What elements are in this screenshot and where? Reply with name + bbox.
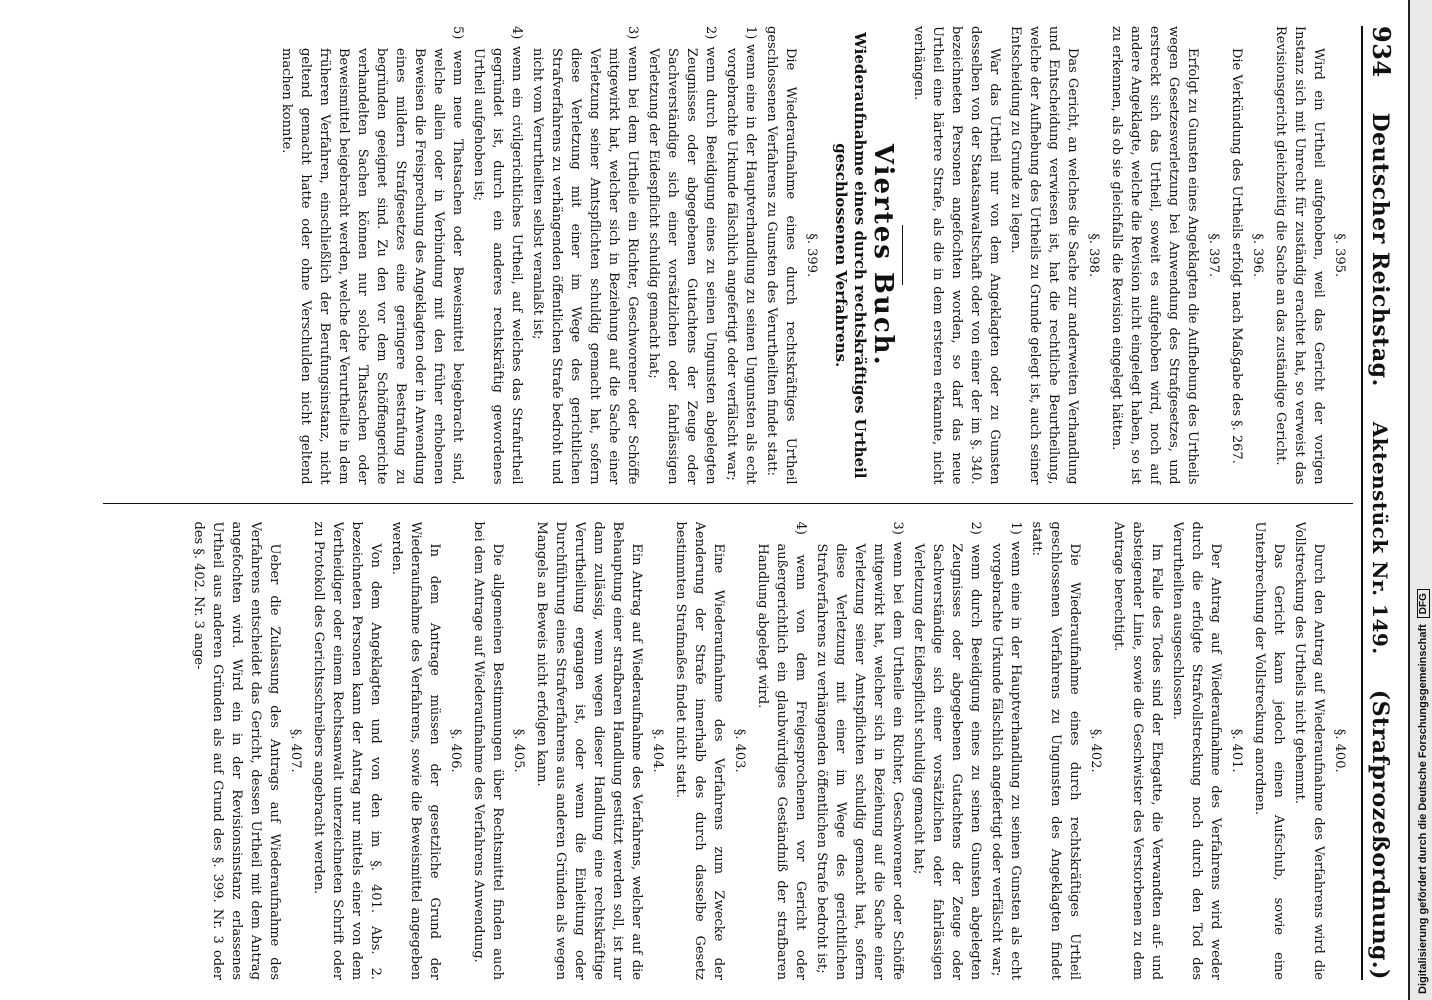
section-heading: §. 407. xyxy=(288,728,303,773)
paragraph: Die allgemeinen Bestimmungen über Rechtsmittel finden auch bei dem Antrage auf Wiederaufnahme des Verfahrens Anwendung. xyxy=(471,521,505,980)
section-heading: §. 401. xyxy=(1229,728,1244,773)
paragraph: Eine Wiederaufnahme des Verfahrens zum Zwecke der Aenderung der Strafe innerhalb des durch dasselbe Gesetz bestimmten Strafmaßes findet nicht statt. xyxy=(673,521,726,980)
paragraph: Das Gericht kann jedoch einen Aufschub, sowie eine Unterbrechung der Vollstreckung anordnen. xyxy=(1252,521,1286,980)
document-page xyxy=(84,0,1408,1000)
book-subtitle: Wiederaufnahme eines durch rechtskräftiges Urtheil geschlossenen Verfahrens. xyxy=(832,32,869,479)
paragraph: Der Antrag auf Wiederaufnahme des Verfahrens wird weder durch die erfolgte Strafvollstreckung noch durch den Tod des Verurtheilten ausgeschlossen. xyxy=(1170,521,1223,980)
paragraph: Die Wiederaufnahme eines durch rechtskräftiges Urtheil geschlossenen Verfahrens zu Gunsten des Verurtheilten findet statt: xyxy=(764,26,798,485)
list-item: 3) wenn bei dem Urtheile ein Richter, Geschworener oder Schöffe mitgewirkt hat, welcher sich in Beziehung auf die Sache einer Verletzung seiner Amtspflichten schuldig gemacht hat, sofern diese Verletzung mit einer im Wege des gerichtlichen Strafverfahrens zu verhängenden öffentlichen Strafe bedroht und nicht vom Verurtheilten selbst veranlaßt ist; xyxy=(530,26,640,485)
scan-edge-line xyxy=(1408,0,1410,1000)
paragraph: In dem Antrage müssen der gesetzliche Grund der Wiederaufnahme des Verfahrens, sowie die Beweismittel angegeben werden. xyxy=(389,521,442,980)
page-number: 934 xyxy=(1367,26,1396,78)
paragraph: Die Verkündung des Urtheils erfolgt nach Maßgabe des §. 267. xyxy=(1229,48,1244,464)
list-item: 4) wenn ein civilgerichtliches Urtheil, auf welches das Strafurtheil gegründet ist, durch ein anderes rechtskräftig gewordenes Urtheil aufgehoben ist; xyxy=(471,26,524,485)
book-title: Viertes Buch. xyxy=(868,143,898,367)
list-item: 2) wenn durch Beeidigung eines zu seinen Gunsten abgelegten Zeugnisses oder abgegebenen Gutachtens der Zeuge oder Sachverständige sich einer vorsätzlichen oder fahrlässigen Verletzung der Eidespflicht schuldig gemacht hat; xyxy=(911,521,983,980)
paragraph: Ein Antrag auf Wiederaufnahme des Verfahrens, welcher auf die Behauptung einer strafbaren Handlung gestützt werden soll, ist nur dann zulässig, wenn wegen dieser Handlung eine rechtskräftige Verurtheilung ergangen ist, oder wenn die Einleitung oder Durchführung eines Strafverfahrens aus anderen Gründen als wegen Mangels an Beweis nicht erfolgen kann. xyxy=(534,521,644,980)
section-heading: §. 406. xyxy=(448,728,463,773)
paragraph: Die Wiederaufnahme eines durch rechtskräftiges Urtheil geschlossenen Verfahrens zu Ungunsten des Angeklagten findet statt: xyxy=(1029,521,1082,980)
left-column xyxy=(103,26,1353,485)
section-heading: §. 403. xyxy=(732,728,747,773)
section-heading: §. 404. xyxy=(650,728,665,773)
document-subject: (Strafprozeßordnung.) xyxy=(1367,689,1393,980)
section-heading: §. 396. xyxy=(1250,233,1265,278)
list-item: 2) wenn durch Beeidigung eines zu seinen Ungunsten abgelegten Zeugnisses oder abgegebenen Gutachtens der Zeuge oder Sachverständige sich einer vorsätzlichen oder fahrlässigen Verletzung der Eidespflicht schuldig gemacht hat; xyxy=(646,26,718,485)
section-heading: §. 400. xyxy=(1332,728,1347,773)
section-heading: §. 402. xyxy=(1088,728,1103,773)
text-columns xyxy=(103,26,1353,980)
paragraph: Von dem Angeklagten und von den im §. 401. Abs. 2. bezeichneten Personen kann der Antrag nur mittels einer von dem Vertheidiger oder einem Rechtsanwalt unterzeichneten Schrift oder zu Protokoll des Gerichtsschreibers angebracht werden. xyxy=(311,521,383,980)
section-heading: §. 395. xyxy=(1332,233,1347,278)
list-item: 1) wenn eine in der Hauptverhandlung zu seinen Gunsten als echt vorgebrachte Urkunde fälschlich angefertigt oder verfälscht war; xyxy=(989,521,1023,980)
column-divider xyxy=(103,503,1353,504)
paragraph: Das Gericht, an welches die Sache zur anderweiten Verhandlung und Entscheidung verwiesen ist, hat die rechtliche Beurtheilung, welche der Aufhebung des Urtheils zu Grunde gelegt ist, auch seiner Entscheidung zu Grunde zu legen. xyxy=(1008,26,1080,485)
paragraph: War das Urtheil nur von dem Angeklagten oder zu Gunsten desselben von der Staatsanwaltschaft oder von einer der im §. 340. bezeichneten Personen angefochten worden, so darf das neue Urtheil eine härtere Strafe, als die in dem ersteren erkannte, nicht verhängen. xyxy=(911,26,1002,485)
paragraph: Wird ein Urtheil aufgehoben, weil das Gericht der vorigen Instanz sich mit Unrecht für zuständig erachtet hat, so verweist das Revisionsgericht gleichzeitig die Sache an das zuständige Gericht. xyxy=(1273,26,1326,485)
separator-rule xyxy=(902,225,903,285)
paragraph: Durch den Antrag auf Wiederaufnahme des Verfahrens wird die Vollstreckung des Urtheils nicht gehemmt. xyxy=(1292,521,1326,980)
list-item: 3) wenn bei dem Urtheile ein Richter, Geschworener oder Schöffe mitgewirkt hat, welcher sich in Beziehung auf die Sache einer Verletzung seiner Amtspflichten schuldig gemacht hat, sofern diese Verletzung mit einer im Wege des gerichtlichen Strafverfahrens zu verhängenden öffentlichen Strafe bedroht ist; xyxy=(814,521,905,980)
document-number: Aktenstück Nr. 149. xyxy=(1368,421,1392,655)
section-heading: §. 399. xyxy=(804,233,819,278)
paragraph: Ueber die Zulassung des Antrags auf Wiederaufnahme des Verfahrens entscheidet das Gericht, dessen Urtheil mit dem Antrag angefochten wird. Wird ein in der Revisionsinstanz erlassenes Urtheil aus anderen Gründen als auf Grund des §. 399. Nr. 3 oder des §. 402. Nr. 3 ange- xyxy=(191,521,282,980)
list-item: 4) wenn von dem Freigesprochenen vor Gericht oder außergerichtlich ein glaubwürdiges Geständniß der strafbaren Handlung abgelegt wird. xyxy=(755,521,808,980)
right-column xyxy=(103,522,1353,981)
list-item: 5) wenn neue Thatsachen oder Beweismittel beigebracht sind, welche allein oder in Verbindung mit den früher erhobenen Beweisen die Freisprechung des Angeklagten oder in Anwendung eines mildern Strafgesetzes eine geringere Bestrafung zu begründen geeignet sind. Zu den vor dem Schöffengerichte verhandelten Sachen können nur solche Thatsachen oder Beweismittel beigebracht werden, welche der Verurtheilte in dem früheren Verfahren, einschließlich der Berufungsinstanz, nicht geltend gemacht hatte oder ohne Verschulden nicht geltend machen konnte. xyxy=(279,26,465,485)
section-heading: §. 398. xyxy=(1086,233,1101,278)
section-heading: §. 397. xyxy=(1206,233,1221,278)
publication-title: Deutscher Reichstag. xyxy=(1367,112,1393,387)
list-item: 1) wenn eine in der Hauptverhandlung zu seinen Ungunsten als echt vorgebrachte Urkunde fälschlich angefertigt oder verfälscht war; xyxy=(724,26,758,485)
section-heading: §. 405. xyxy=(511,728,526,773)
dfg-logo: DFG xyxy=(1417,589,1430,618)
digitization-credit xyxy=(1414,0,1432,1000)
page-header xyxy=(1361,26,1396,980)
paragraph: Im Falle des Todes sind der Ehegatte, die Verwandten auf- und absteigender Linie, sowie die Geschwister des Verstorbenen zu dem Antrage berechtigt. xyxy=(1111,521,1164,980)
credit-text: Digitalisierung gefördert durch die Deutsche Forschungsgemeinschaft xyxy=(1417,624,1429,994)
paragraph: Erfolgt zu Gunsten eines Angeklagten die Aufhebung des Urtheils wegen Gesetzesverletzung bei Anwendung des Strafgesetzes, und erstreckt sich das Urtheil, soweit es aufgehoben wird, noch auf andere Angeklagte, welche die Revision nicht eingelegt haben, so ist zu erkennen, als ob sie gleichfalls die Revision eingelegt hätten. xyxy=(1109,26,1200,485)
